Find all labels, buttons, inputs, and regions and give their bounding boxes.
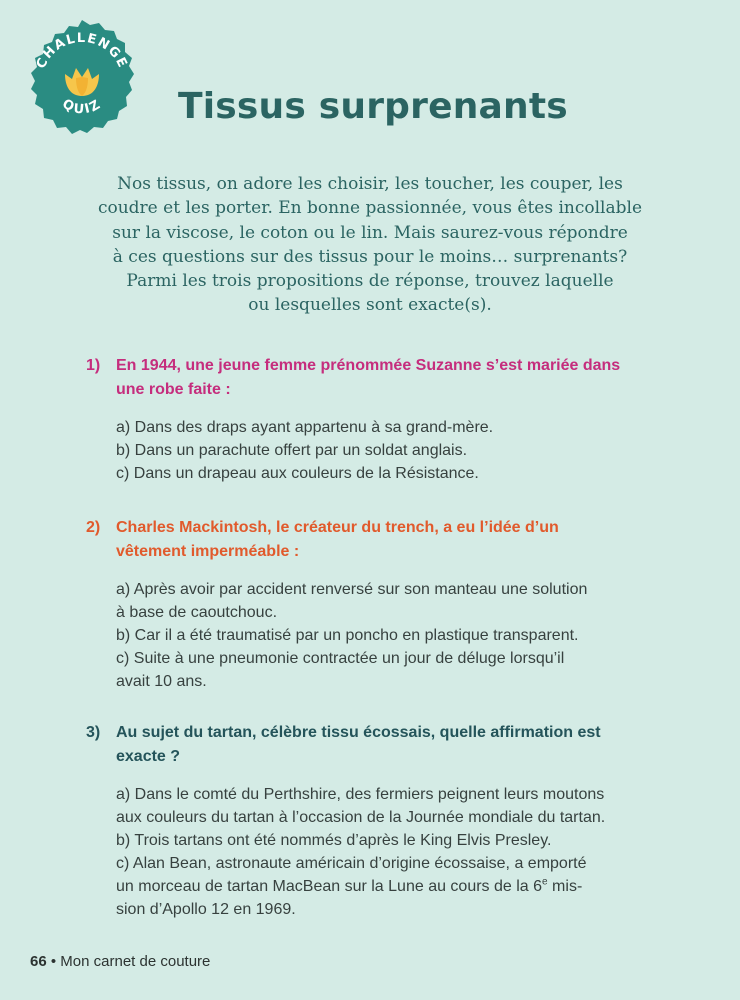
answer-option: c) Dans un drapeau aux couleurs de la Résistance.: [116, 465, 479, 482]
page-number: 66: [30, 953, 47, 970]
question-line: exacte ?: [116, 748, 181, 765]
answer-option-continued: sion d’Apollo 12 en 1969.: [116, 901, 296, 918]
answer-option: c) Suite à une pneumonie contractée un jour de déluge lorsqu’il: [116, 650, 565, 667]
answer-option: a) Dans le comté du Perthshire, des fermiers peignent leurs moutons: [116, 786, 605, 803]
badge-bottom-text: QUIZ: [59, 96, 105, 118]
question-1: [86, 354, 666, 485]
intro-line: coudre et les porter. En bonne passionnée, vous êtes incollable: [97, 198, 643, 219]
footer-separator: •: [50, 953, 57, 970]
intro-line: Nos tissus, on adore les choisir, les toucher, les couper, les: [117, 174, 623, 194]
answer-option: a) Après avoir par accident renversé sur son manteau une solution: [116, 581, 588, 598]
question-2: [86, 516, 666, 693]
question-heading: [86, 721, 666, 769]
question-number: 1): [86, 357, 101, 374]
answer-option: b) Dans un parachute offert par un soldat anglais.: [116, 442, 468, 459]
answer-list: [86, 578, 666, 693]
badge-top-text: CHALLENGE: [33, 30, 131, 72]
intro-paragraph: [60, 172, 680, 318]
question-3: [86, 721, 666, 921]
answer-option: b) Car il a été traumatisé par un poncho en plastique transparent.: [116, 627, 579, 644]
answer-text: mis-: [547, 878, 583, 895]
answer-list: [86, 783, 666, 921]
badge-seal: [18, 16, 146, 144]
challenge-quiz-badge: [18, 16, 146, 144]
question-line: une robe faite :: [116, 381, 231, 398]
answer-option: b) Trois tartans ont été nommés d’après le King Elvis Presley.: [116, 832, 552, 849]
answer-list: [86, 416, 666, 485]
answer-option-continued: avait 10 ans.: [116, 673, 207, 690]
answer-option-continued: [116, 875, 666, 898]
answer-option-continued: à base de caoutchouc.: [116, 604, 278, 621]
intro-line: ou lesquelles sont exacte(s).: [248, 295, 492, 316]
page-footer: [30, 953, 210, 970]
answer-option: a) Dans des draps ayant appartenu à sa grand-mère.: [116, 419, 494, 436]
page-title: Tissus surprenants: [178, 86, 568, 127]
question-line: En 1944, une jeune femme prénommée Suzanne s’est mariée dans: [116, 357, 621, 374]
question-heading: [86, 354, 666, 402]
question-number: 3): [86, 724, 101, 741]
intro-line: à ces questions sur des tissus pour le moins… surprenants?: [112, 246, 628, 267]
answer-option: c) Alan Bean, astronaute américain d’origine écossaise, a emporté: [116, 855, 587, 872]
intro-line: Parmi les trois propositions de réponse, trouvez laquelle: [126, 271, 614, 292]
question-number: 2): [86, 519, 101, 536]
question-heading: [86, 516, 666, 564]
book-title: Mon carnet de couture: [60, 953, 211, 970]
question-line: Au sujet du tartan, célèbre tissu écossais, quelle affirmation est: [116, 724, 601, 741]
answer-option-continued: aux couleurs du tartan à l’occasion de la Journée mondiale du tartan.: [116, 809, 606, 826]
ordinal-superscript: e: [542, 876, 548, 888]
question-line: vêtement imperméable :: [116, 543, 300, 560]
intro-line: sur la viscose, le coton ou le lin. Mais saurez-vous répondre: [112, 222, 628, 243]
answer-text: un morceau de tartan MacBean sur la Lune au cours de la 6: [116, 878, 543, 895]
question-line: Charles Mackintosh, le créateur du trench, a eu l’idée d’un: [116, 519, 559, 536]
